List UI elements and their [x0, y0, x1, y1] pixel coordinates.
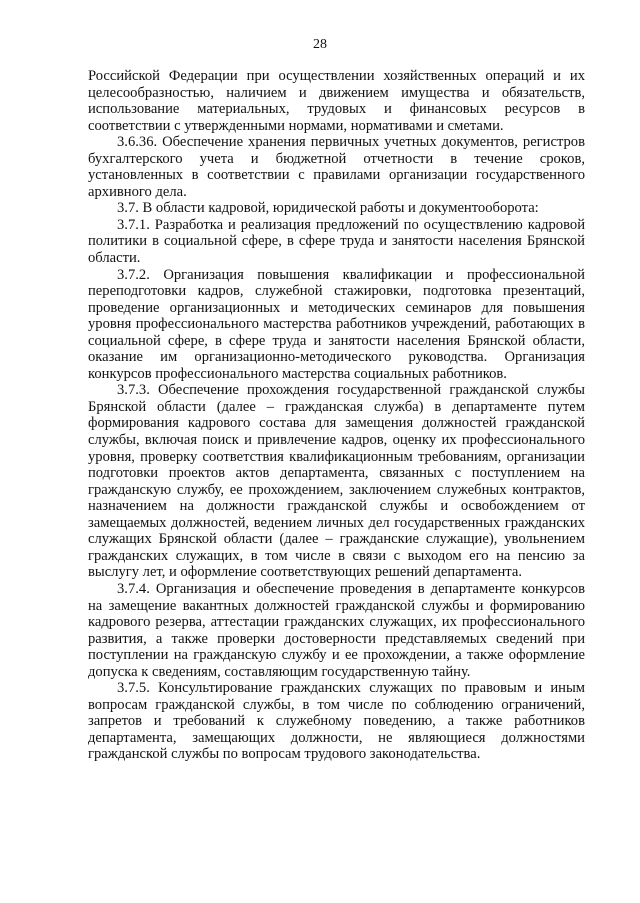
- paragraph: 3.7.4. Организация и обеспечение проведения в департаменте конкурсов на замещение вакантных должностей гражданской службы и формированию кадрового резерва, аттестации гражданских служащих, их профессионального развития, а также проверки достоверности представляемых сведений при поступлении на гражданскую службу и ее прохождении, а также оформление допуска к сведениям, составляющим государственную тайну.: [88, 580, 585, 680]
- paragraph: 3.7. В области кадровой, юридической работы и документооборота:: [117, 200, 539, 217]
- paragraph: 3.7.2. Организация повышения квалификации и профессиональной переподготовки кадров, служебной стажировки, подготовка презентаций, проведение организационных и методических семинаров для повышения уровня профессионального мастерства работников учреждений, работающих в социальной сфере, в сфере труда и занятости населения Брянской области, оказание им организационно-методического руководства. Организация конкурсов профессионального мастерства социальных работников.: [88, 266, 585, 382]
- paragraph: 3.7.1. Разработка и реализация предложений по осуществлению кадровой политики в социальной сфере, в сфере труда и занятости населения Брянской области.: [88, 216, 585, 267]
- paragraph: 3.7.5. Консультирование гражданских служащих по правовым и иным вопросам гражданской службы, в том числе по соблюдению ограничений, запретов и требований к служебному поведению, а также работников департамента, замещающих должности, не являющиеся должностями гражданской службы по вопросам трудового законодательства.: [88, 680, 585, 763]
- page-number: 28: [313, 37, 327, 52]
- paragraph: 3.6.36. Обеспечение хранения первичных учетных документов, регистров бухгалтерского учета и бюджетной отчетности в течение сроков, установленных в соответствии с правилами организации государственного архивного дела.: [88, 134, 585, 200]
- paragraph: 3.7.3. Обеспечение прохождения государственной гражданской службы Брянской области (далее – гражданская служба) в департаменте путем формирования кадрового состава для замещения должностей гражданской службы, включая поиск и привлечение кадров, оценку их профессионального уровня, проверку соответствия квалификационным требованиям, организации подготовки проектов актов департамента, связанных с поступлением на гражданскую службу, ее прохождением, заключением служебных контрактов, назначением на должности гражданской службы и освобождением от замещаемых должностей, ведением личных дел государственных гражданских служащих Брянской области (далее – гражданские служащие), увольнением гражданских служащих, в том числе в связи с выходом его на пенсию за выслугу лет, и оформление соответствующих решений департамента.: [88, 382, 585, 581]
- paragraph: Российской Федерации при осуществлении хозяйственных операций и их целесообразностью, наличием и движением имущества и обязательств, использование материальных, трудовых и финансовых ресурсов в соответствии с утвержденными нормами, нормативами и сметами.: [88, 68, 585, 134]
- document-body: [88, 68, 585, 763]
